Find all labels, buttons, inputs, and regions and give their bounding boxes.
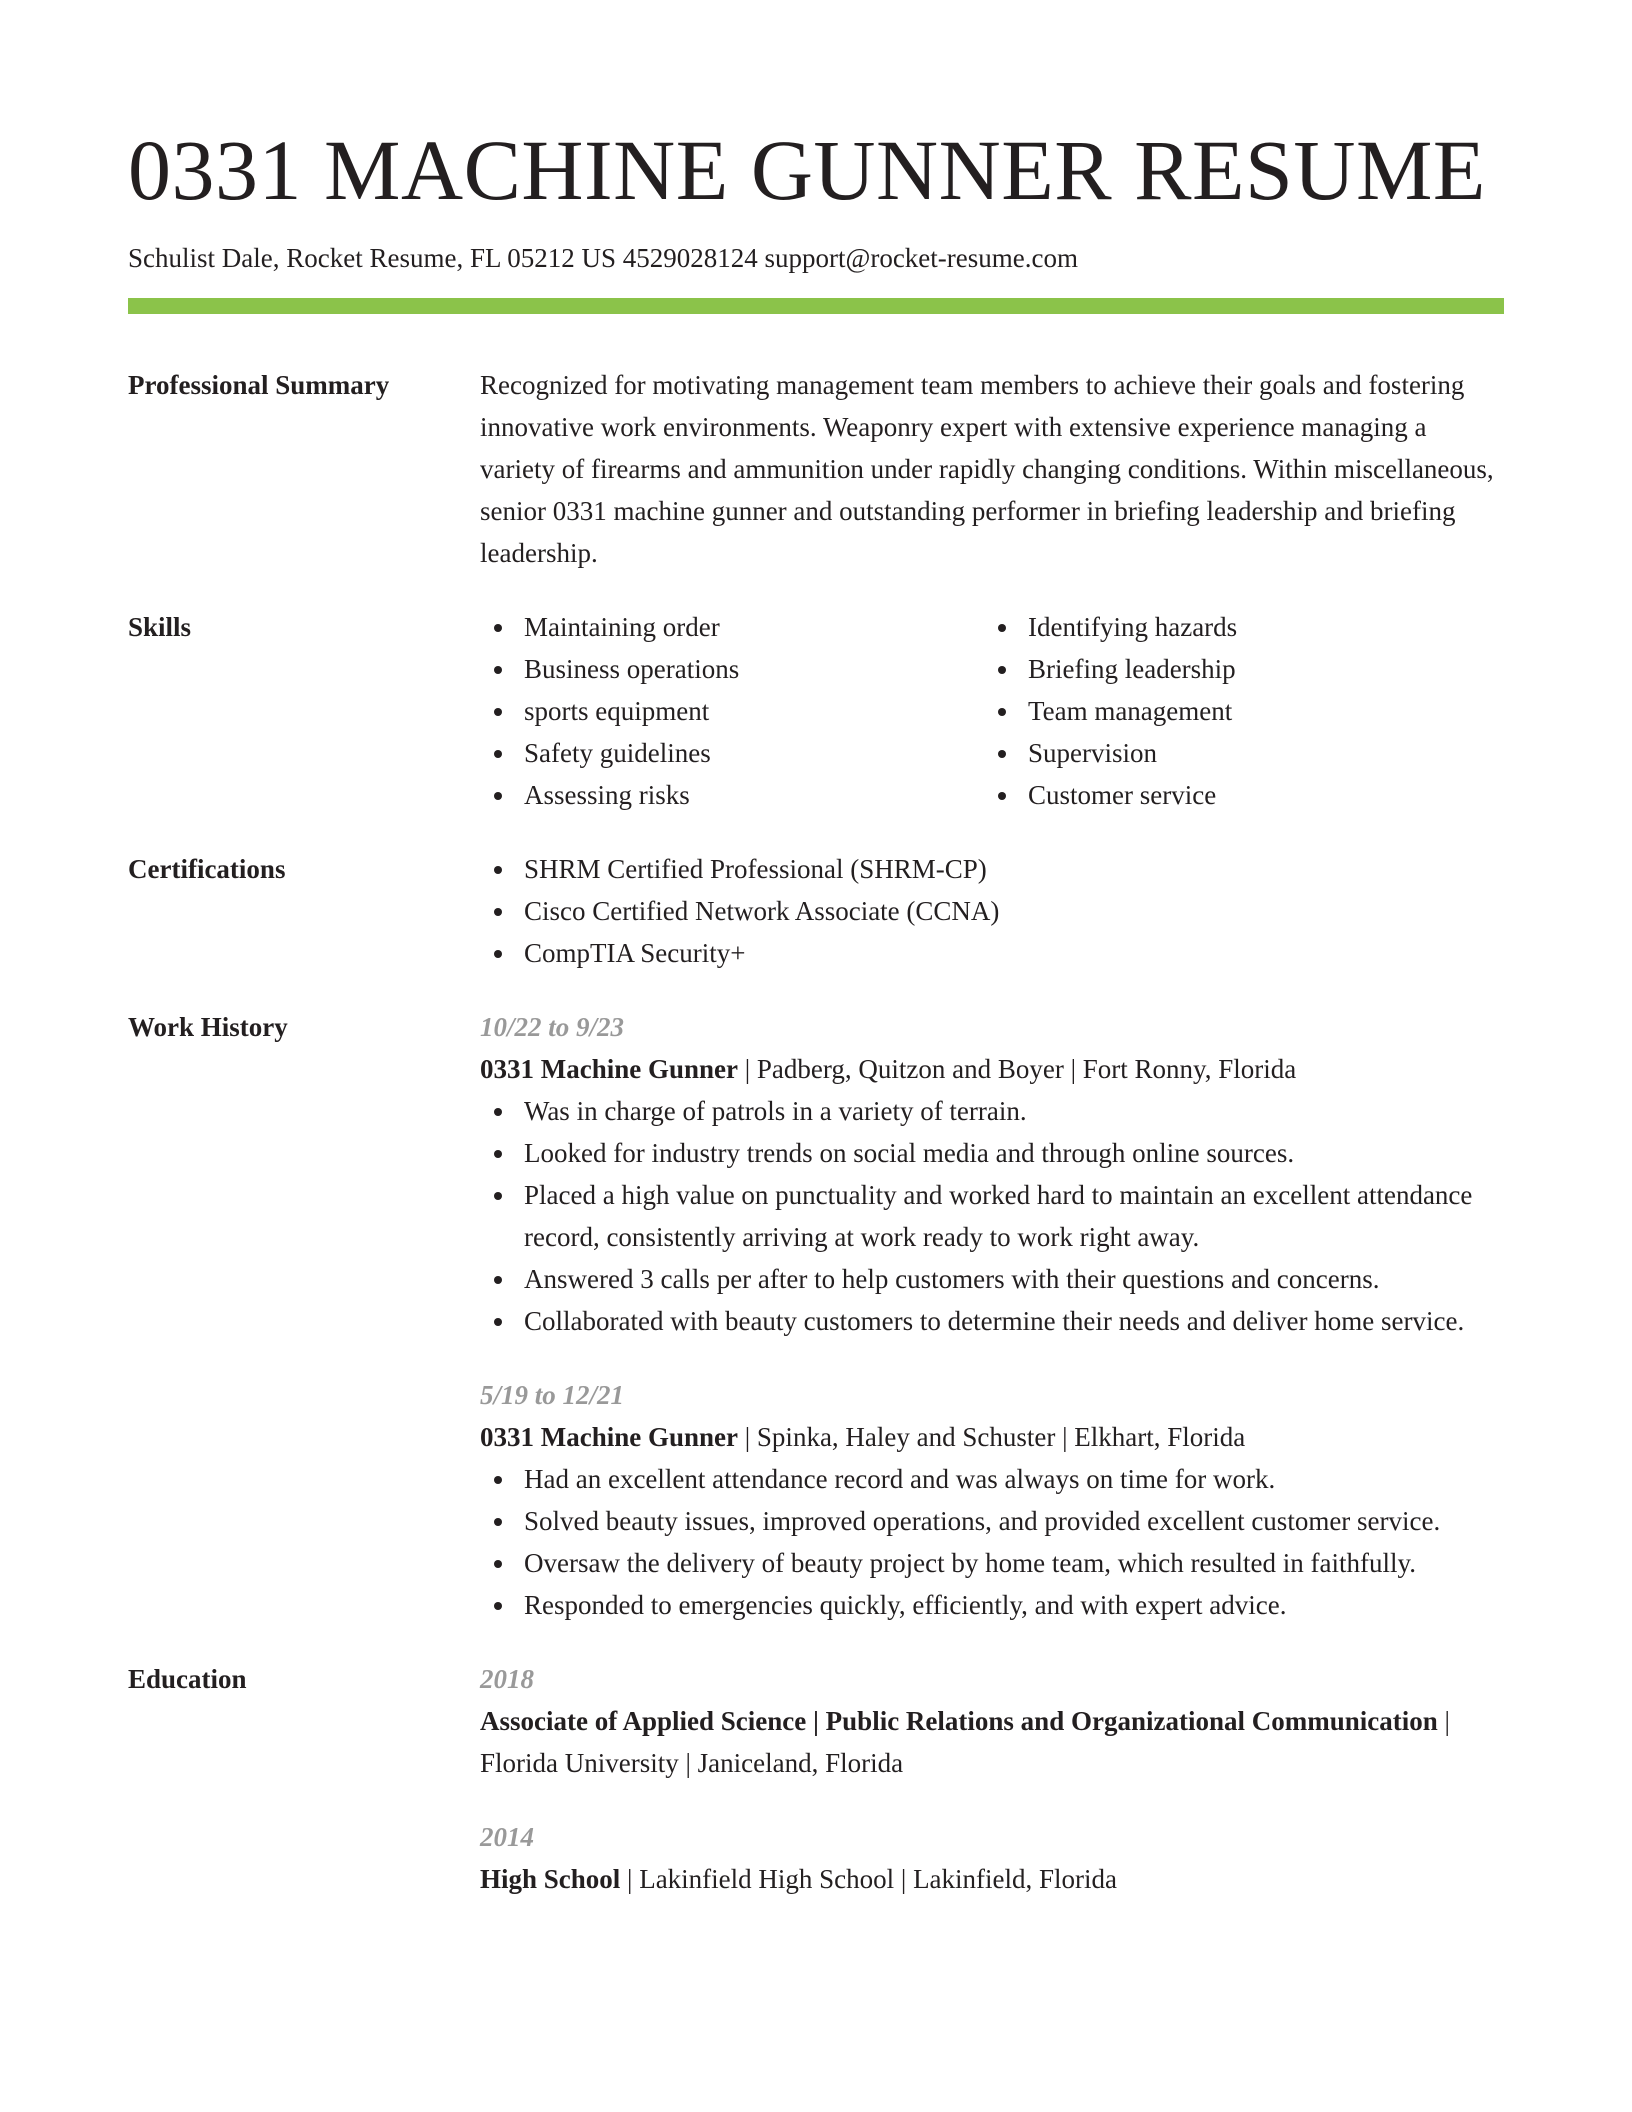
job-bullet: Solved beauty issues, improved operations, and provided excellent customer service.: [480, 1500, 1504, 1542]
skill-item: Maintaining order: [480, 606, 984, 648]
contact-line: Schulist Dale, Rocket Resume, FL 05212 US 4529028124 support@rocket-resume.com: [128, 243, 1078, 273]
resume-title: 0331 MACHINE GUNNER RESUME: [128, 122, 1486, 218]
education-degree: Associate of Applied Science | Public Relations and Organizational Communication: [480, 1706, 1438, 1736]
skills-list-left: [480, 606, 984, 816]
section-label: Work History: [128, 1012, 288, 1042]
skill-item: Assessing risks: [480, 774, 984, 816]
job-dates: 5/19 to 12/21: [480, 1380, 625, 1410]
skill-item: Business operations: [480, 648, 984, 690]
accent-divider: [128, 298, 1504, 314]
certification-item: CompTIA Security+: [480, 932, 1504, 974]
section-label: Professional Summary: [128, 370, 390, 400]
skill-item: Briefing leadership: [984, 648, 1488, 690]
job-bullet: Responded to emergencies quickly, efficiently, and with expert advice.: [480, 1584, 1504, 1626]
job-details: | Padberg, Quitzon and Boyer | Fort Ronny, Florida: [738, 1054, 1297, 1084]
job-dates: 10/22 to 9/23: [480, 1012, 625, 1042]
section-label: Skills: [128, 612, 192, 642]
job-bullet: Oversaw the delivery of beauty project by home team, which resulted in faithfully.: [480, 1542, 1504, 1584]
certifications-list: [480, 848, 1504, 974]
skill-item: Safety guidelines: [480, 732, 984, 774]
education-heading: [480, 1700, 1504, 1784]
job-bullet: Was in charge of patrols in a variety of terrain.: [480, 1090, 1504, 1132]
job-title: 0331 Machine Gunner: [480, 1054, 739, 1084]
skill-item: sports equipment: [480, 690, 984, 732]
skill-item: Team management: [984, 690, 1488, 732]
section-professional-summary: [128, 364, 1504, 574]
education-details: | Florida University | Janiceland, Florida: [480, 1706, 1450, 1778]
skill-item: Customer service: [984, 774, 1488, 816]
job-details: | Spinka, Haley and Schuster | Elkhart, Florida: [738, 1422, 1246, 1452]
section-label: Education: [128, 1664, 247, 1694]
skill-item: Identifying hazards: [984, 606, 1488, 648]
job-heading: [480, 1416, 1504, 1458]
education-entry: [480, 1816, 1504, 1900]
section-skills: [128, 606, 1504, 816]
education-entry: [480, 1658, 1504, 1784]
education-degree: High School: [480, 1864, 621, 1894]
education-year: 2014: [480, 1822, 534, 1852]
job-bullet: Collaborated with beauty customers to determine their needs and deliver home service.: [480, 1300, 1504, 1342]
skills-list-right: [984, 606, 1488, 816]
certification-item: Cisco Certified Network Associate (CCNA): [480, 890, 1504, 932]
education-details: | Lakinfield High School | Lakinfield, Florida: [620, 1864, 1118, 1894]
job-bullets: [480, 1458, 1504, 1626]
job-bullets: [480, 1090, 1504, 1342]
job-bullet: Placed a high value on punctuality and worked hard to maintain an excellent attendance record, consistently arriving at work ready to work right away.: [480, 1174, 1504, 1258]
job-title: 0331 Machine Gunner: [480, 1422, 739, 1452]
section-work-history: [128, 1006, 1504, 1626]
education-year: 2018: [480, 1664, 534, 1694]
section-certifications: [128, 848, 1504, 974]
job-bullet: Had an excellent attendance record and was always on time for work.: [480, 1458, 1504, 1500]
job-entry: [480, 1006, 1504, 1342]
certification-item: SHRM Certified Professional (SHRM-CP): [480, 848, 1504, 890]
education-heading: [480, 1858, 1504, 1900]
job-entry: [480, 1374, 1504, 1626]
skills-columns: [480, 606, 1504, 816]
job-bullet: Looked for industry trends on social media and through online sources.: [480, 1132, 1504, 1174]
section-label: Certifications: [128, 854, 286, 884]
job-bullet: Answered 3 calls per after to help customers with their questions and concerns.: [480, 1258, 1504, 1300]
section-education: [128, 1658, 1504, 1900]
skill-item: Supervision: [984, 732, 1488, 774]
summary-text: Recognized for motivating management team members to achieve their goals and fostering innovative work environments. Weaponry expert with extensive experience managing a variety of firearms and ammunition under rapidly changing conditions. Within miscellaneous, senior 0331 machine gunner and outstanding performer in briefing leadership and briefing leadership.: [480, 370, 1494, 568]
job-heading: [480, 1048, 1504, 1090]
